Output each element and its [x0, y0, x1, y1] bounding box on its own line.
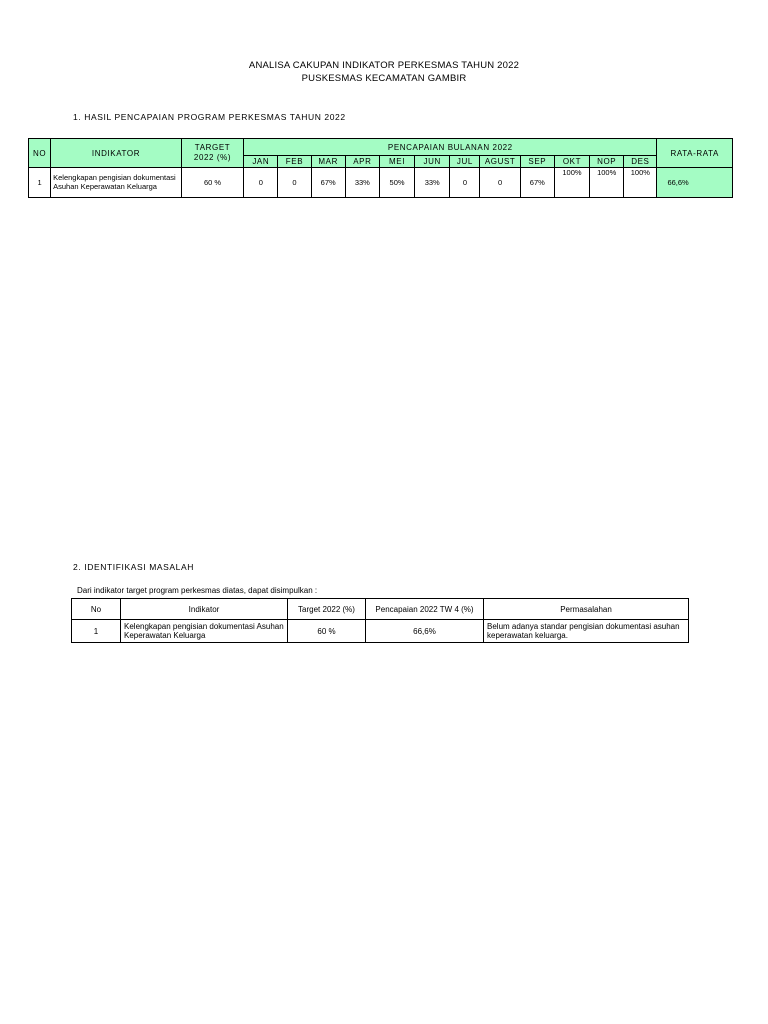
cell-no: 1 — [29, 168, 51, 198]
cell-no: 1 — [72, 620, 121, 643]
month-mei: MEI — [379, 156, 414, 168]
section2-heading: 2. IDENTIFIKASI MASALAH — [73, 562, 195, 572]
month-okt: OKT — [554, 156, 589, 168]
table-row — [72, 620, 689, 643]
month-jan: JAN — [244, 156, 278, 168]
cell-jan: 0 — [244, 168, 278, 198]
cell-mar: 67% — [311, 168, 345, 198]
month-agust: AGUST — [480, 156, 520, 168]
month-feb: FEB — [278, 156, 311, 168]
table-row — [29, 168, 733, 198]
header-target-line1: TARGET — [194, 143, 231, 152]
month-nop: NOP — [590, 156, 624, 168]
problem-table — [71, 598, 689, 643]
header-permasalahan: Permasalahan — [484, 599, 689, 620]
section2-intro: Dari indikator target program perkesmas diatas, dapat disimpulkan : — [77, 586, 318, 595]
header-no: NO — [29, 139, 51, 168]
header-indikator: Indikator — [121, 599, 288, 620]
month-jun: JUN — [415, 156, 450, 168]
month-apr: APR — [345, 156, 379, 168]
cell-indikator: Kelengkapan pengisian dokumentasi Asuhan Keperawatan Keluarga — [51, 168, 182, 198]
cell-indikator: Kelengkapan pengisian dokumentasi Asuhan Keperawatan Keluarga — [121, 620, 288, 643]
document-subtitle: PUSKESMAS KECAMATAN GAMBIR — [301, 73, 467, 84]
cell-feb: 0 — [278, 168, 311, 198]
header-rata-rata: RATA-RATA — [657, 139, 733, 168]
cell-sep: 67% — [520, 168, 554, 198]
header-target-line2: 2022 (%) — [193, 153, 232, 162]
month-mar: MAR — [311, 156, 345, 168]
header-target — [181, 139, 243, 168]
month-des: DES — [624, 156, 657, 168]
cell-jul: 0 — [450, 168, 480, 198]
cell-target: 60 % — [181, 168, 243, 198]
cell-des: 100% — [624, 168, 657, 198]
header-no: No — [72, 599, 121, 620]
cell-jun: 33% — [415, 168, 450, 198]
month-jul: JUL — [450, 156, 480, 168]
header-pencapaian: Pencapaian 2022 TW 4 (%) — [366, 599, 484, 620]
section1-heading: 1. HASIL PENCAPAIAN PROGRAM PERKESMAS TAHUN 2022 — [73, 112, 346, 122]
header-pencapaian: PENCAPAIAN BULANAN 2022 — [244, 139, 657, 156]
cell-mei: 50% — [379, 168, 414, 198]
cell-nop: 100% — [590, 168, 624, 198]
cell-permasalahan: Belum adanya standar pengisian dokumentasi asuhan keperawatan keluarga. — [484, 620, 689, 643]
cell-pencapaian: 66,6% — [366, 620, 484, 643]
header-target: Target 2022 (%) — [288, 599, 366, 620]
cell-rata-rata: 66,6% — [657, 168, 733, 198]
header-indikator: INDIKATOR — [51, 139, 182, 168]
month-sep: SEP — [520, 156, 554, 168]
cell-agust: 0 — [480, 168, 520, 198]
cell-target: 60 % — [288, 620, 366, 643]
cell-okt: 100% — [554, 168, 589, 198]
document-title: ANALISA CAKUPAN INDIKATOR PERKESMAS TAHUN 2022 — [248, 60, 520, 71]
cell-apr: 33% — [345, 168, 379, 198]
achievement-table — [28, 138, 733, 198]
